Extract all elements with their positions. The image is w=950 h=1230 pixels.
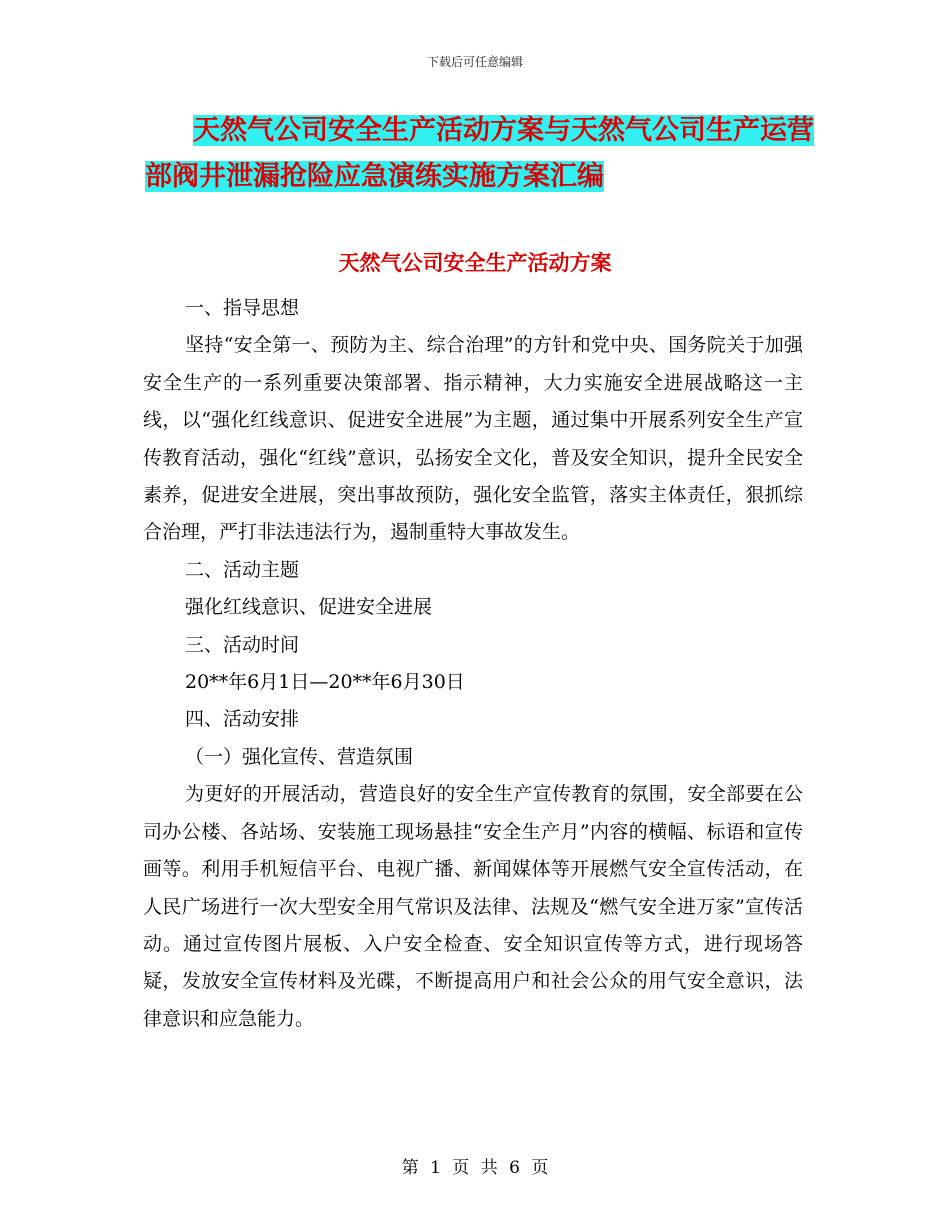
paragraph-publicity: 为更好的开展活动，营造良好的安全生产宣传教育的氛围，安全部要在公司办公楼、各站场、安装施工现场悬挂“安全生产月”内容的横幅、标语和宣传画等。利用手机短信平台、电视广播、新闻媒体等开展燃气安全宣传活动，在人民广场进行一次大型安全用气常识及法律、法规及“燃气安全进万家”宣传活动。通过宣传图片展板、入户安全检查、安全知识宣传等方式，进行现场答疑，发放安全宣传材料及光碟，不断提高用户和社会公众的用气安全意识，法律意识和应急能力。 [143, 783, 803, 1030]
heading-activity-arrangement: 四、活动安排 [185, 708, 300, 731]
paragraph-activity-time: 20**年6月1日—20**年6月30日 [185, 671, 465, 694]
heading-guiding-ideology: 一、指导思想 [185, 297, 300, 319]
main-title-line-1: 天然气公司安全生产活动方案与天然气公司生产运营 [193, 115, 814, 146]
heading-activity-time: 三、活动时间 [185, 633, 300, 656]
heading-activity-theme: 二、活动主题 [185, 558, 300, 581]
page-number: 第 1 页 共 6 页 [401, 1158, 549, 1178]
main-title [145, 108, 825, 200]
document-body [143, 290, 803, 1038]
section-title: 天然气公司安全生产活动方案 [338, 251, 612, 275]
paragraph-guiding-ideology: 坚持“安全第一、预防为主、综合治理”的方针和党中央、国务院关于加强安全生产的一系列重要决策部署、指示精神，大力实施安全进展战略这一主线，以“强化红线意识、促进安全进展”为主题，通过集中开展系列安全生产宣传教育活动，强化“红线”意识，弘扬安全文化，普及安全知识，提升全民安全素养，促进安全进展，突出事故预防，强化安全监管，落实主体责任，狠抓综合治理，严打非法违法行为，遏制重特大事故发生。 [143, 334, 803, 544]
subheading-publicity: （一）强化宣传、营造氛围 [185, 745, 414, 768]
header-note: 下载后可任意编辑 [426, 55, 523, 69]
main-title-line-2: 部阀井泄漏抢险应急演练实施方案汇编 [145, 161, 604, 192]
paragraph-activity-theme: 强化红线意识、促进安全进展 [185, 596, 433, 619]
